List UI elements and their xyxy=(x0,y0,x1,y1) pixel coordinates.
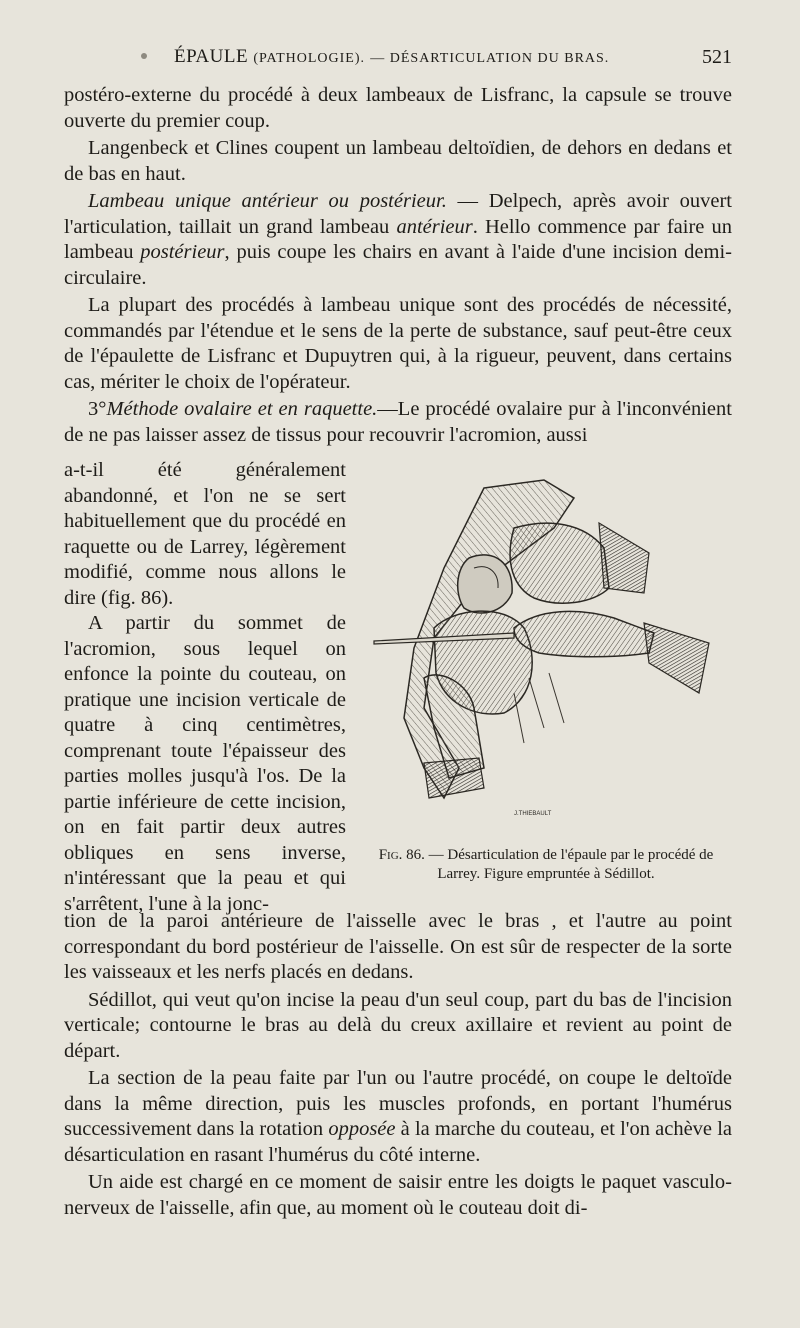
paragraph: La section de la peau faite par l'un ou l'autre procédé, on coupe le deltoïde dans la même direction, puis les muscles profonds, en portant l'humérus successivement dans la rotation opposée à la marche du couteau, et l'on achève la désarticulation en rasant l'humérus du côté interne. xyxy=(64,1067,732,1166)
bottom-text-block xyxy=(64,909,732,1221)
paragraph: La plupart des procédés à lambeau unique sont des procédés de nécessité, commandés par l'étendue et le sens de la perte de substance, sauf peut-être ceux de l'épaulette de Lisfranc et Dupuytren qui, à la rigueur, peuvent, dans certains cas, mériter le choix de l'opérateur. xyxy=(64,294,732,393)
paragraph: Lambeau unique antérieur ou postérieur. — Delpech, après avoir ouvert l'articulation, taillait un grand lambeau antérieur. Hello commence par faire un lambeau postérieur, puis coupe les chairs en avant à l'aide d'une incision demi-circulaire. xyxy=(64,190,732,289)
figure-illustration xyxy=(364,468,724,838)
paragraph: 3°Méthode ovalaire et en raquette.—Le procédé ovalaire pur à l'inconvénient de ne pas laisser assez de tissus pour recouvrir l'acromion, aussi xyxy=(64,398,732,446)
paragraph: tion de la paroi antérieure de l'aisselle avec le bras , et l'autre au point correspondant du bord postérieur de l'aisselle. On est sûr de respecter de la sorte les vaisseaux et les nerfs placés en dedans. xyxy=(64,910,732,983)
header-title: ÉPAULE (PATHOLOGIE). — DÉSARTICULATION DU BRAS. xyxy=(174,46,610,67)
running-header xyxy=(64,46,732,76)
paragraph: postéro-externe du procédé à deux lambeaux de Lisfranc, la capsule se trouve ouverte du premier coup. xyxy=(64,84,732,132)
paragraph: A partir du sommet de l'acromion, sous lequel on enfonce la pointe du couteau, on pratique une incision verticale de quatre à cinq centimètres, comprenant toute l'épaisseur des parties molles jusqu'à l'os. De la partie inférieure de cette incision, on en fait partir deux autres obliques en sens inverse, n'intéressant que la peau et qui s'arrêtent, l'une à la jonc- xyxy=(64,612,346,915)
section-heading: Lambeau unique antérieur ou postérieur. xyxy=(88,190,447,212)
paragraph: Sédillot, qui veut qu'on incise la peau d'un seul coup, part du bas de l'incision verticale; contourne le bras au delà du creux axillaire et revient au point de départ. xyxy=(64,988,732,1062)
section-heading: Méthode ovalaire et en raquette. xyxy=(106,398,378,420)
wrapped-text-block xyxy=(64,458,346,917)
top-text-block xyxy=(64,83,732,448)
page-number: 521 xyxy=(702,46,732,68)
figure-caption: Fig. 86. — Désarticulation de l'épaule par le procédé de Larrey. Figure empruntée à Sédillot. xyxy=(378,847,714,882)
paragraph: Un aide est chargé en ce moment de saisir entre les doigts le paquet vasculo-nerveux de l'aisselle, afin que, au moment où le couteau doit di- xyxy=(64,1171,732,1219)
paragraph: a-t-il été généralement abandonné, et l'on ne se sert habituellement que du procédé en raquette ou de Larrey, légèrement modifié, comme nous allons le dire (fig. 86). xyxy=(64,459,346,609)
paragraph: Langenbeck et Clines coupent un lambeau deltoïdien, de dehors en dedans et de bas en haut. xyxy=(64,137,732,185)
figure-label: Fig. 86. xyxy=(378,847,425,863)
shoulder-disarticulation-engraving xyxy=(364,468,724,838)
engraver-signature: J.THIEBAULT xyxy=(514,811,552,817)
